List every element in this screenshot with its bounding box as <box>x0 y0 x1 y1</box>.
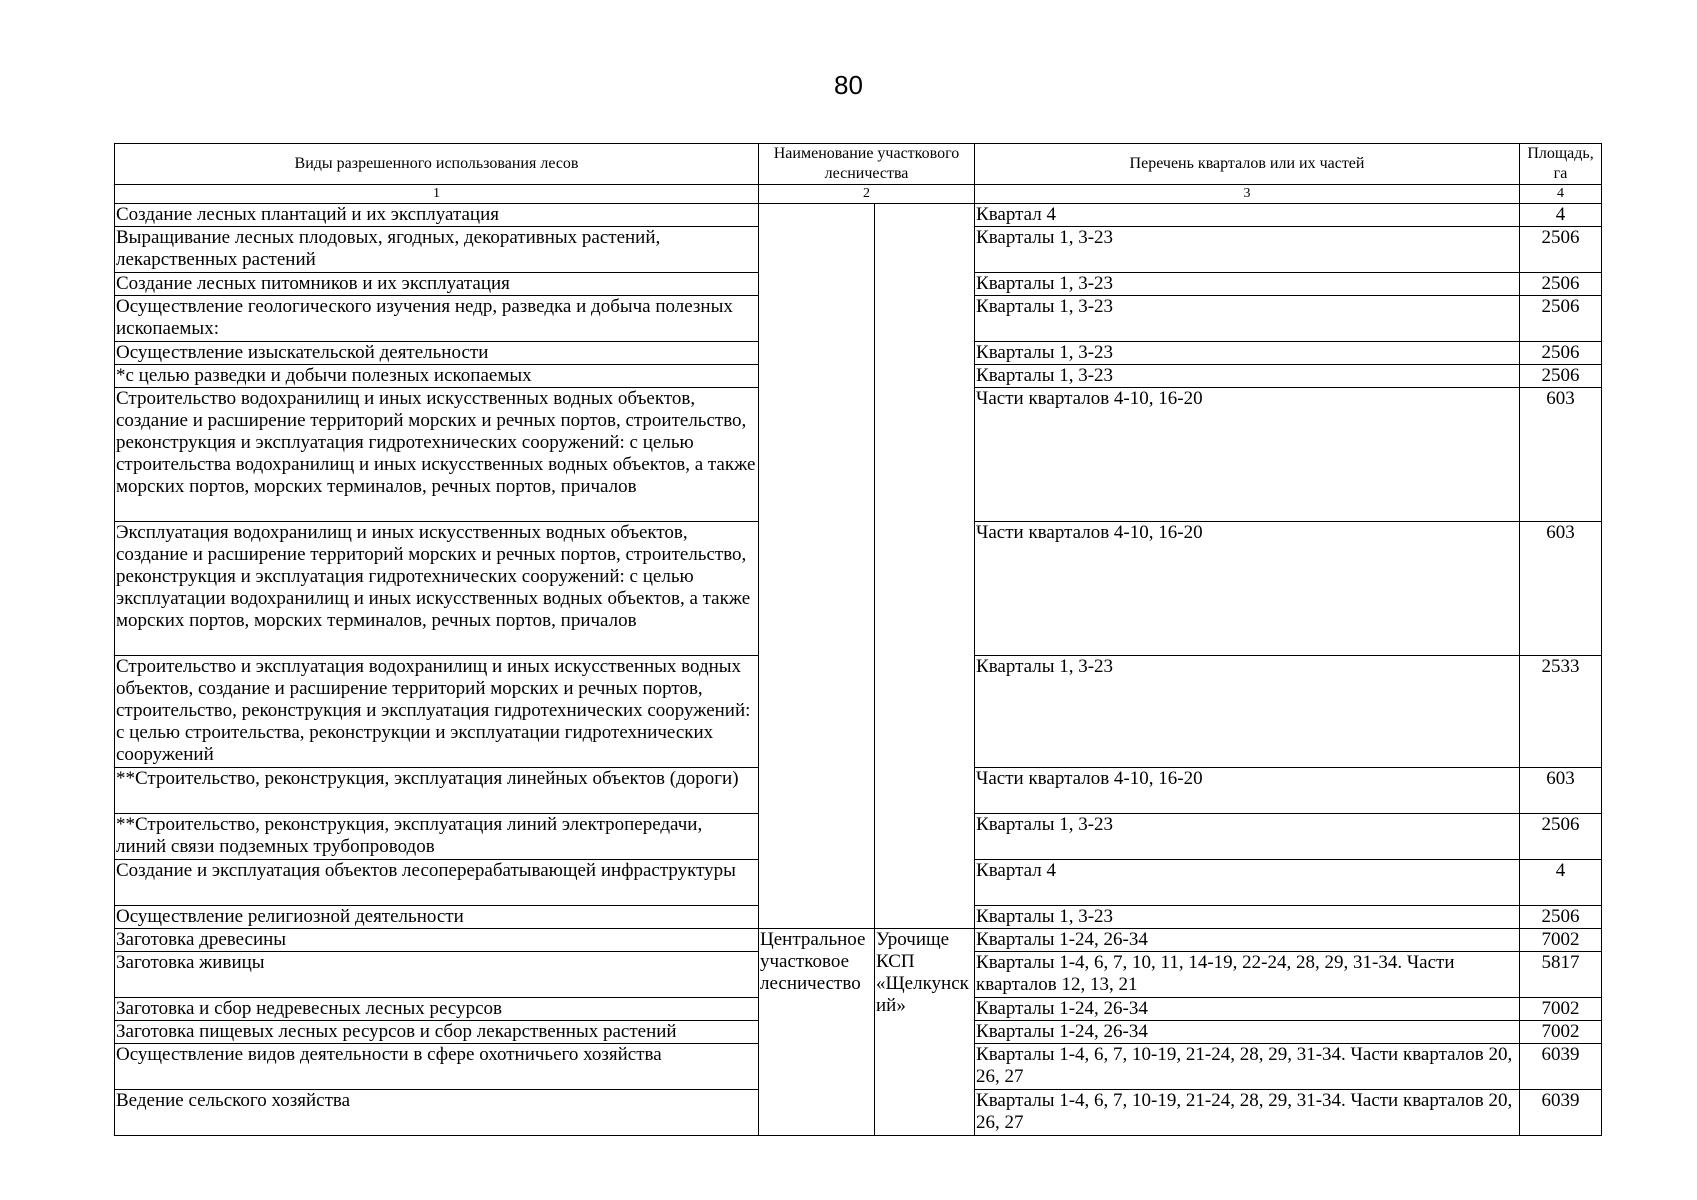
quarters-cell: Кварталы 1, 3-23 <box>975 342 1520 365</box>
quarters-cell: Кварталы 1-4, 6, 7, 10, 11, 14-19, 22-24, 28, 29, 31-34. Части кварталов 12, 13, 21 <box>975 952 1520 998</box>
quarters-cell: Кварталы 1, 3-23 <box>975 273 1520 296</box>
use-type-cell: **Строительство, реконструкция, эксплуатация линейных объектов (дороги) <box>115 768 759 814</box>
column-number: 1 <box>115 185 759 204</box>
table-row <box>115 929 1602 952</box>
quarters-cell: Квартал 4 <box>975 860 1520 906</box>
area-cell: 2506 <box>1520 296 1602 342</box>
quarters-cell: Кварталы 1, 3-23 <box>975 906 1520 929</box>
quarters-cell: Кварталы 1-4, 6, 7, 10-19, 21-24, 28, 29, 31-34. Части кварталов 20, 26, 27 <box>975 1090 1520 1136</box>
use-type-cell: Осуществление религиозной деятельности <box>115 906 759 929</box>
quarters-cell: Кварталы 1, 3-23 <box>975 296 1520 342</box>
column-number: 3 <box>975 185 1520 204</box>
quarters-cell: Части кварталов 4-10, 16-20 <box>975 768 1520 814</box>
quarters-cell: Кварталы 1, 3-23 <box>975 365 1520 388</box>
page-number: 80 <box>834 70 863 100</box>
area-cell: 4 <box>1520 860 1602 906</box>
area-cell: 2506 <box>1520 342 1602 365</box>
quarters-cell: Части кварталов 4-10, 16-20 <box>975 388 1520 522</box>
use-type-cell: Эксплуатация водохранилищ и иных искусственных водных объектов, создание и расширение территорий морских и речных портов, строительство, реконструкция и эксплуатация гидротехнических сооружений: с целью эксплуатации водохранилищ и иных искусственных водных объектов, а также морских портов, морских терминалов, речных портов, причалов <box>115 522 759 656</box>
quarters-cell: Кварталы 1-24, 26-34 <box>975 1021 1520 1044</box>
use-type-cell: Заготовка живицы <box>115 952 759 998</box>
use-type-cell: Создание лесных питомников и их эксплуатация <box>115 273 759 296</box>
area-cell: 7002 <box>1520 929 1602 952</box>
table-row <box>115 204 1602 227</box>
use-type-cell: Создание лесных плантаций и их эксплуатация <box>115 204 759 227</box>
area-cell: 7002 <box>1520 998 1602 1021</box>
quarters-cell: Части кварталов 4-10, 16-20 <box>975 522 1520 656</box>
quarters-cell: Кварталы 1-4, 6, 7, 10-19, 21-24, 28, 29, 31-34. Части кварталов 20, 26, 27 <box>975 1044 1520 1090</box>
column-number: 2 <box>759 185 975 204</box>
use-type-cell: *с целью разведки и добычи полезных ископаемых <box>115 365 759 388</box>
column-number: 4 <box>1520 185 1602 204</box>
quarters-cell: Кварталы 1, 3-23 <box>975 814 1520 860</box>
area-cell: 6039 <box>1520 1044 1602 1090</box>
area-cell: 2506 <box>1520 227 1602 273</box>
header-quarters: Перечень кварталов или их частей <box>975 144 1520 185</box>
forestry-name-cell: Центральное участковое лесничество <box>759 929 875 1136</box>
area-cell: 603 <box>1520 522 1602 656</box>
use-type-cell: Заготовка и сбор недревесных лесных ресурсов <box>115 998 759 1021</box>
forestry-cell-empty <box>759 204 875 929</box>
area-cell: 2533 <box>1520 656 1602 768</box>
tract-cell-empty <box>875 204 975 929</box>
column-numbers-row <box>115 185 1602 204</box>
quarters-cell: Кварталы 1, 3-23 <box>975 656 1520 768</box>
quarters-cell: Квартал 4 <box>975 204 1520 227</box>
area-cell: 4 <box>1520 204 1602 227</box>
use-type-cell: Ведение сельского хозяйства <box>115 1090 759 1136</box>
area-cell: 6039 <box>1520 1090 1602 1136</box>
use-type-cell: Осуществление изыскательской деятельности <box>115 342 759 365</box>
area-cell: 603 <box>1520 388 1602 522</box>
tract-name-cell: Урочище КСП «Щелкунск ий» <box>875 929 975 1136</box>
header-row <box>115 144 1602 185</box>
use-type-cell: Осуществление видов деятельности в сфере охотничьего хозяйства <box>115 1044 759 1090</box>
header-forestry: Наименование участкового лесничества <box>759 144 975 185</box>
area-cell: 7002 <box>1520 1021 1602 1044</box>
area-cell: 2506 <box>1520 906 1602 929</box>
area-cell: 2506 <box>1520 814 1602 860</box>
use-type-cell: Выращивание лесных плодовых, ягодных, декоративных растений, лекарственных растений <box>115 227 759 273</box>
area-cell: 2506 <box>1520 365 1602 388</box>
use-type-cell: Осуществление геологического изучения недр, разведка и добыча полезных ископаемых: <box>115 296 759 342</box>
use-type-cell: Создание и эксплуатация объектов лесоперерабатывающей инфраструктуры <box>115 860 759 906</box>
use-type-cell: Строительство и эксплуатация водохранилищ и иных искусственных водных объектов, создание и расширение территорий морских и речных портов, строительство, реконструкция и эксплуатация гидротехнических сооружений: с целью строительства, реконструкции и эксплуатации гидротехнических сооружений <box>115 656 759 768</box>
use-type-cell: Заготовка пищевых лесных ресурсов и сбор лекарственных растений <box>115 1021 759 1044</box>
quarters-cell: Кварталы 1, 3-23 <box>975 227 1520 273</box>
area-cell: 603 <box>1520 768 1602 814</box>
forest-use-table <box>114 143 1602 1136</box>
use-type-cell: **Строительство, реконструкция, эксплуатация линий электропередачи, линий связи подземных трубопроводов <box>115 814 759 860</box>
use-type-cell: Строительство водохранилищ и иных искусственных водных объектов, создание и расширение территорий морских и речных портов, строительство, реконструкция и эксплуатация гидротехнических сооружений: с целью строительства водохранилищ и иных искусственных водных объектов, а также морских портов, морских терминалов, речных портов, причалов <box>115 388 759 522</box>
area-cell: 5817 <box>1520 952 1602 998</box>
quarters-cell: Кварталы 1-24, 26-34 <box>975 998 1520 1021</box>
header-types: Виды разрешенного использования лесов <box>115 144 759 185</box>
header-area: Площадь, га <box>1520 144 1602 185</box>
area-cell: 2506 <box>1520 273 1602 296</box>
use-type-cell: Заготовка древесины <box>115 929 759 952</box>
quarters-cell: Кварталы 1-24, 26-34 <box>975 929 1520 952</box>
